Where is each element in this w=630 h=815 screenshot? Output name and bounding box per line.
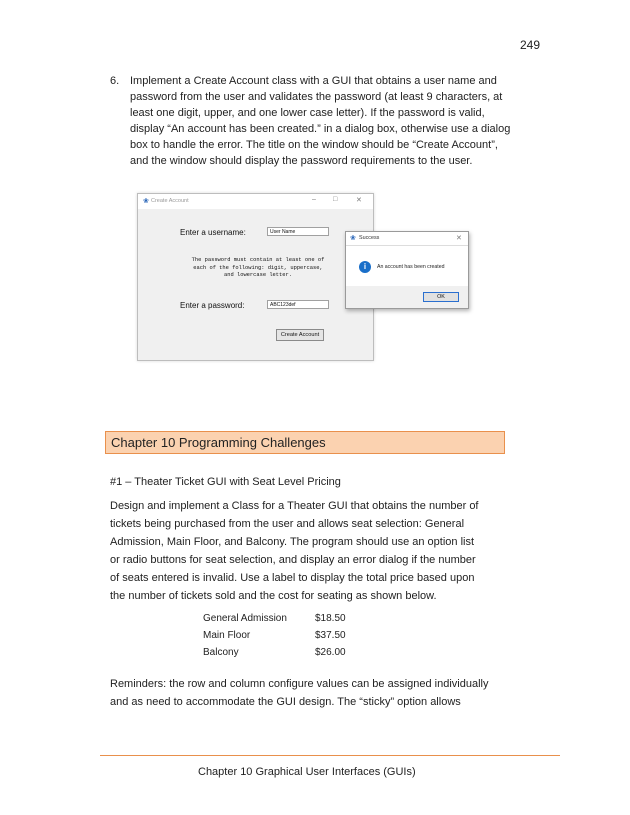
text-line: Design and implement a Class for a Theater GUI that obtains the number of [110, 500, 479, 512]
text-line: Implement a Create Account class with a GUI that obtains a user name and [130, 75, 497, 87]
info-icon: i [359, 261, 371, 273]
text-line: the number of tickets sold and the cost for seating as shown below. [110, 590, 437, 602]
text-line: Reminders: the row and column configure values can be assigned individually [110, 678, 489, 690]
footer-text: Chapter 10 Graphical User Interfaces (GUIs) [198, 766, 416, 778]
text-line: display “An account has been created.” in a dialog box, otherwise use a dialog [130, 123, 511, 135]
ok-button[interactable]: OK [423, 292, 459, 302]
dialog-title: Success [359, 235, 380, 241]
challenge-title: #1 – Theater Ticket GUI with Seat Level Pricing [110, 476, 341, 488]
password-label: Enter a password: [180, 301, 245, 310]
footer-divider [100, 755, 560, 756]
text-line: least one digit, upper, and one lower case letter). If the password is valid, [130, 107, 485, 119]
requirement-line: The password must contain at least one of [191, 257, 325, 263]
text-line: password from the user and validates the password (at least 9 characters, at [130, 91, 503, 103]
requirement-line: and lowercase letter. [224, 272, 292, 278]
close-icon[interactable]: ✕ [356, 197, 362, 204]
seat-price: $18.50 [315, 613, 346, 624]
seat-price: $37.50 [315, 630, 346, 641]
text-line: and the window should display the password requirements to the user. [130, 155, 473, 167]
exercise-number: 6. [110, 75, 120, 87]
password-requirements [158, 257, 358, 280]
text-line: and as need to accommodate the GUI design. The “sticky” option allows [110, 696, 461, 708]
chapter-header: Chapter 10 Programming Challenges [105, 431, 505, 454]
challenge-description [110, 497, 510, 605]
dialog-title-bar [346, 232, 468, 246]
create-account-button[interactable]: Create Account [276, 329, 324, 341]
minimize-icon[interactable]: – [312, 196, 316, 203]
seat-name: Balcony [203, 647, 239, 658]
maximize-icon[interactable]: □ [333, 196, 338, 203]
close-icon[interactable]: ✕ [456, 235, 462, 242]
reminders-text [110, 675, 510, 711]
text-line: Admission, Main Floor, and Balcony. The program should use an option list [110, 536, 475, 548]
text-line: box to handle the error. The title on the window should be “Create Account”, [130, 139, 498, 151]
window-title-bar [138, 194, 373, 209]
username-label: Enter a username: [180, 228, 246, 237]
text-line: or radio buttons for seat selection, and display an error dialog if the number [110, 554, 476, 566]
username-input[interactable]: User Name [267, 227, 329, 236]
create-account-window [137, 193, 374, 361]
text-line: tickets being purchased from the user and allows seat selection: General [110, 518, 465, 530]
feather-icon: ❀ [350, 235, 356, 242]
password-input[interactable]: ABC123def [267, 300, 329, 309]
seat-price: $26.00 [315, 647, 346, 658]
text-line: of seats entered is invalid. Use a label to display the total price based upon [110, 572, 475, 584]
page-number: 249 [520, 38, 541, 52]
dialog-message: An account has been created [377, 264, 445, 270]
requirement-line: each of the following: digit, uppercase, [193, 264, 323, 271]
seat-name: Main Floor [203, 630, 251, 641]
seat-name: General Admission [203, 613, 287, 624]
exercise-6-text [130, 73, 511, 169]
window-title: Create Account [151, 198, 189, 204]
success-dialog [345, 231, 469, 309]
feather-icon: ❀ [143, 198, 149, 205]
